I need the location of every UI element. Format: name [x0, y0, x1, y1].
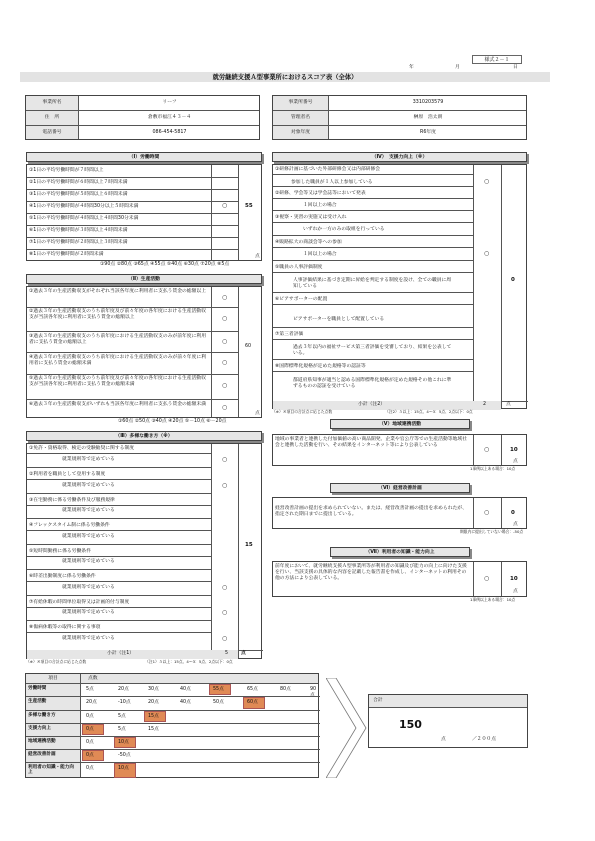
s4-sub-7: 過去３年以内の福祉サービス第三者評価を受審しており、結果を公表している。: [293, 345, 452, 356]
s3-subtotal: 5: [225, 651, 229, 656]
total-box: [368, 694, 528, 748]
s6-foot: 期限内に提出していない場合：-50点: [460, 529, 524, 534]
s2-item-4: ④過去３年の生産活動収支のうち前年度における生産活動収支のみが前々年度に利用者に支払う賃金の総額未満: [29, 355, 206, 366]
s7-foot: 1事例以上ある場合：10点: [470, 597, 516, 602]
summary-cell: 80点: [280, 687, 291, 692]
s3-mark-2: ○: [222, 482, 228, 489]
s2-item-5: ⑤過去３年の生産活動収支のうち前年度及び前々年度の各年度における生産活動収支が当該各年度に利用者に支払う賃金の総額未満: [29, 376, 206, 387]
s3-sub-6: 就業規則等で定めている: [62, 585, 115, 590]
s3-sub-1: 就業規則等で定めている: [62, 457, 115, 462]
s1-item-6: ⑥1日の平均労働時間が３時間以上４時間未満: [29, 228, 128, 233]
summary-cell: 5点: [118, 727, 126, 732]
s4-item-4: ④販路拡大の商談会等への参加: [275, 240, 342, 245]
s4-subtotal: 2: [483, 402, 487, 407]
summary-cell: 50点: [213, 700, 224, 705]
date-year: 年: [409, 65, 414, 70]
phone-label: 電話番号: [42, 130, 62, 135]
page-title: 就労継続支援Ａ型事業所におけるスコア表（全体）: [20, 72, 550, 82]
s3-score: 15: [245, 542, 253, 548]
s7-mark: ○: [484, 575, 490, 582]
s4-mark-4: ○: [484, 250, 490, 257]
form-number: 様式２－１: [472, 55, 522, 64]
s3-item-8: ⑧傷病休暇等の取得に関する事項: [29, 625, 101, 630]
s3-item-5: ⑤短時間勤務に係る労働条件: [29, 549, 91, 554]
s1-title: （Ⅰ）労働時間: [26, 152, 262, 162]
summary-cell: 0点: [86, 766, 94, 771]
s3-mark-1: ○: [222, 456, 228, 463]
summary-cell: 90点: [310, 687, 317, 698]
summary-table: [25, 673, 319, 778]
s4-sub-6: ピアサポーターを職員として配置している: [293, 317, 385, 322]
summary-cell: 5点: [118, 714, 126, 719]
year-value: R6年度: [420, 130, 436, 135]
s4-sub-1: 参加した職員が１人以上参加している: [291, 180, 373, 185]
summary-row-label: 労働時間: [28, 686, 47, 691]
s3-mark-6: ○: [222, 584, 228, 591]
s7-unit: 点: [513, 589, 518, 594]
date-day: 日: [513, 65, 518, 70]
s2-unit: 点: [255, 411, 260, 416]
s2-score: 60: [245, 344, 252, 349]
arrow-icon: [326, 678, 368, 778]
s6-text: 経営改善計画の提出を求められていない。または、経営改善計画の提出を求められたが、指定された期日までに提出している。: [275, 506, 467, 517]
s3-mark-7: ○: [222, 609, 228, 616]
s1-item-5: ⑤1日の平均労働時間が４時間以上４時間30分未満: [29, 216, 139, 221]
date-month: 月: [455, 65, 460, 70]
s3-item-2: ②利用者を職員として登用する制度: [29, 472, 106, 477]
s5-foot: 1事例以上ある場合：10点: [470, 466, 516, 471]
s4-item-5: ⑤職員の人事評価制度: [275, 265, 323, 270]
summary-cell: -50点: [118, 753, 131, 758]
s3-item-3: ③在宅勤務に係る労働条件及び服務規律: [29, 498, 115, 503]
s3-sub-4: 就業規則等で定めている: [62, 534, 115, 539]
s4-sub-4: １回以上の場合: [303, 252, 337, 257]
summary-row-label: 生産活動: [28, 699, 47, 704]
s1-item-4: ④1日の平均労働時間が４時間30分以上５時間未満: [29, 204, 139, 209]
s4-sub-3: いずれか一方のみの取組を行っている: [303, 227, 385, 232]
summary-cell: 65点: [247, 687, 258, 692]
phone-value: 086-454-5817: [152, 130, 187, 135]
s1-footnote: ①90点 ②80点 ③65点 ④55点 ⑤40点 ⑥30点 ⑦20点 ⑧5点: [100, 262, 230, 267]
summary-col-item: 項目: [48, 676, 58, 681]
summary-cell: 15点: [148, 714, 159, 719]
s2-mark-3: ○: [222, 338, 228, 345]
summary-row-label: 経営改善計画: [28, 752, 56, 757]
summary-row-label: 支援力向上: [28, 726, 51, 731]
s4-table: [272, 164, 527, 409]
s2-table: [26, 286, 262, 418]
s3-sub-7: 就業規則等で定めている: [62, 610, 115, 615]
s7-title: （Ⅶ）利用者の知識・能力向上: [330, 547, 470, 557]
info-right: [272, 95, 527, 140]
s3-table: [26, 443, 262, 659]
s2-footnote: ①60点 ②50点 ③40点 ④20点 ⑤－10点 ⑥－20点: [118, 419, 227, 424]
s4-item-3: ③視察・実習の実施又は受け入れ: [275, 215, 347, 220]
s4-title: （Ⅳ） 支援力向上（※）: [272, 152, 527, 162]
s2-mark-4: ○: [222, 359, 228, 366]
s6-score: 0: [511, 510, 515, 516]
summary-cell: 55点: [213, 687, 224, 692]
s3-sub-8: 就業規則等で定めている: [62, 636, 115, 641]
summary-cell: 10点: [118, 740, 129, 745]
s1-item-7: ⑦1日の平均労働時間が２時間以上３時間未満: [29, 240, 128, 245]
summary-cell: 40点: [180, 687, 191, 692]
s3-mark-8: ○: [222, 635, 228, 642]
summary-cell: 30点: [148, 687, 159, 692]
total-max: ／２００点: [472, 737, 496, 742]
year-label: 対象年度: [290, 130, 311, 135]
s1-unit: 点: [255, 254, 260, 259]
summary-row-label: 利用者の知識・能力向上: [28, 765, 74, 776]
s3-item-1: ①免許・資格取得、検定の受験勧奨に関する制度: [29, 446, 135, 451]
s4-item-2: ②研修、学会等又は学会誌等において発表: [275, 191, 366, 196]
s4-item-6: ⑥ピアサポーターの配置: [275, 297, 328, 302]
summary-row-label: 地域連携活動: [28, 739, 56, 744]
s1-item-1: ①1日の平均労働時間が７時間以上: [29, 168, 104, 173]
name-value: リーフ: [162, 100, 177, 105]
s3-item-6: ⑥時差出勤制度に係る労働条件: [29, 574, 96, 579]
s7-text: 前年度において、就労継続支援Ａ型事業所等が利用者の知識及び能力の向上に向けた支援を行い、当該支援の具体的な内容を記載した報告書を作成し、インターネットの利用その他の方法により公表している。: [275, 564, 467, 581]
info-left: [25, 95, 260, 140]
summary-cell: 0点: [86, 740, 94, 745]
number-label: 事業所番号: [288, 100, 313, 105]
s5-unit: 点: [513, 459, 518, 464]
s6-title: （Ⅵ）経営改善計画: [330, 483, 470, 493]
summary-cell: 5点: [86, 687, 94, 692]
s5-title: （Ⅴ）地域連携活動: [330, 419, 470, 429]
s7-score: 10: [510, 576, 518, 582]
s1-score: 55: [245, 203, 253, 209]
s1-item-2: ②1日の平均労働時間が６時間以上７時間未満: [29, 180, 128, 185]
s2-item-6: ⑥過去３年の生産活動収支がいずれも当該各年度に利用者に支払う賃金の総額未満: [29, 402, 206, 407]
summary-cell: -10点: [118, 700, 131, 705]
s4-item-7: ⑦第三者評価: [275, 332, 304, 337]
summary-cell: 10点: [118, 766, 129, 771]
total-unit: 点: [441, 737, 446, 742]
s1-table: [26, 164, 262, 261]
s5-score: 10: [510, 447, 518, 453]
s4-item-1: ①研修計画に基づいた外部研修会又は内部研修会: [275, 167, 381, 172]
s3-item-7: ⑦有給休暇の時間単位取得又は計画的付与制度: [29, 600, 130, 605]
s2-item-2: ②過去３年の生産活動収支のうち前年度及び前々年度の各年度における生産活動収支が当該各年度に利用者に支払う賃金の総額以上: [29, 309, 206, 320]
s3-sub-3: 就業規則等で定めている: [62, 508, 115, 513]
summary-cell: 15点: [148, 727, 159, 732]
total-label: 合計: [373, 698, 383, 703]
summary-cell: 20点: [148, 700, 159, 705]
summary-cell: 40点: [180, 700, 191, 705]
s4-subtotal-label: 小計（注2）: [358, 402, 386, 407]
name-label: 事業所名: [42, 100, 62, 105]
address-value: 倉敷市福江４３－４: [147, 115, 192, 120]
s3-sub-5: 就業規則等で定めている: [62, 559, 115, 564]
summary-cell: 20点: [86, 700, 97, 705]
manager-label: 管理者名: [290, 115, 311, 120]
s2-item-3: ③過去３年の生産活動収支のうち前年度における生産活動収支のみが前年度に利用者に支払う賃金の総額以上: [29, 334, 206, 345]
address-label: 住 所: [44, 115, 60, 120]
s1-mark: ○: [222, 202, 228, 209]
s5-table: [272, 434, 527, 466]
s6-mark: ○: [484, 509, 490, 516]
s3-title: （Ⅲ）多様な働き方（※）: [26, 431, 262, 441]
number-value: 3310203579: [412, 100, 444, 105]
s4-mark-1: ○: [484, 178, 490, 185]
s3-note: （※）８項目の合計点に応じた点数: [26, 659, 87, 664]
summary-cell: 20点: [118, 687, 129, 692]
s2-item-1: ①過去３年の生産活動収支がそれぞれ当該各年度に利用者に支払う賃金の総額以上: [29, 289, 206, 294]
s5-text: 地域の事業者と連携した付加価値の高い商品開発、企業や官公庁等での生産活動等地域社会と連携した活動を行い、その結果をインターネット等により公表している: [275, 437, 467, 448]
summary-cell: 60点: [247, 700, 258, 705]
s6-table: [272, 497, 527, 529]
s3-unit: 点: [241, 651, 246, 656]
s6-unit: 点: [513, 522, 518, 527]
s2-title: （Ⅱ）生産活動: [26, 274, 262, 284]
s2-mark-1: ○: [222, 294, 228, 301]
s4-sub-2: １回以上の場合: [303, 203, 337, 208]
total-value: 150: [399, 718, 422, 731]
s5-mark: ○: [484, 446, 490, 453]
s3-item-4: ④フレックスタイム制に係る労働条件: [29, 523, 110, 528]
s1-item-3: ③1日の平均労働時間が５時間以上６時間未満: [29, 192, 128, 197]
s2-mark-6: ○: [222, 404, 228, 411]
s2-mark-2: ○: [222, 315, 228, 322]
s4-item-8: ⑧国際標準化規格が定めた規格等の認証等: [275, 364, 366, 369]
s4-note: （※）８項目の合計点に応じた点数: [272, 409, 333, 414]
s2-mark-5: ○: [222, 382, 228, 389]
manager-value: 榊原 浩太朗: [413, 115, 443, 120]
summary-cell: 0点: [86, 714, 94, 719]
s7-table: [272, 561, 527, 597]
summary-cell: 0点: [86, 727, 94, 732]
s4-unit: 点: [506, 402, 511, 407]
s3-subtotal-label: 小計（注1）: [107, 651, 135, 656]
s1-item-8: ⑧1日の平均労働時間が２時間未満: [29, 252, 104, 257]
s3-sub-2: 就業規則等で定めている: [62, 483, 115, 488]
summary-col-score: 点数: [88, 676, 98, 681]
summary-row-label: 多様な働き方: [28, 713, 56, 718]
summary-cell: 0点: [86, 753, 94, 758]
s4-sub-5: 人事評価結果に基づき定期に昇給を判定する制度を設け、全ての職員に周知している: [293, 278, 452, 289]
s3-note2: （注1）５以上：15点、4～3：5点、2点以下：0点: [145, 659, 233, 664]
s4-sub-8: 都道府県知事が適当と認める国際標準化規格が定めた規格その他これに準ずるものの認証を受けている: [293, 378, 452, 389]
s4-note2: （注2）５以上：15点、4～3：5点、2点以下：0点: [385, 409, 473, 414]
s4-score: 0: [511, 277, 515, 283]
